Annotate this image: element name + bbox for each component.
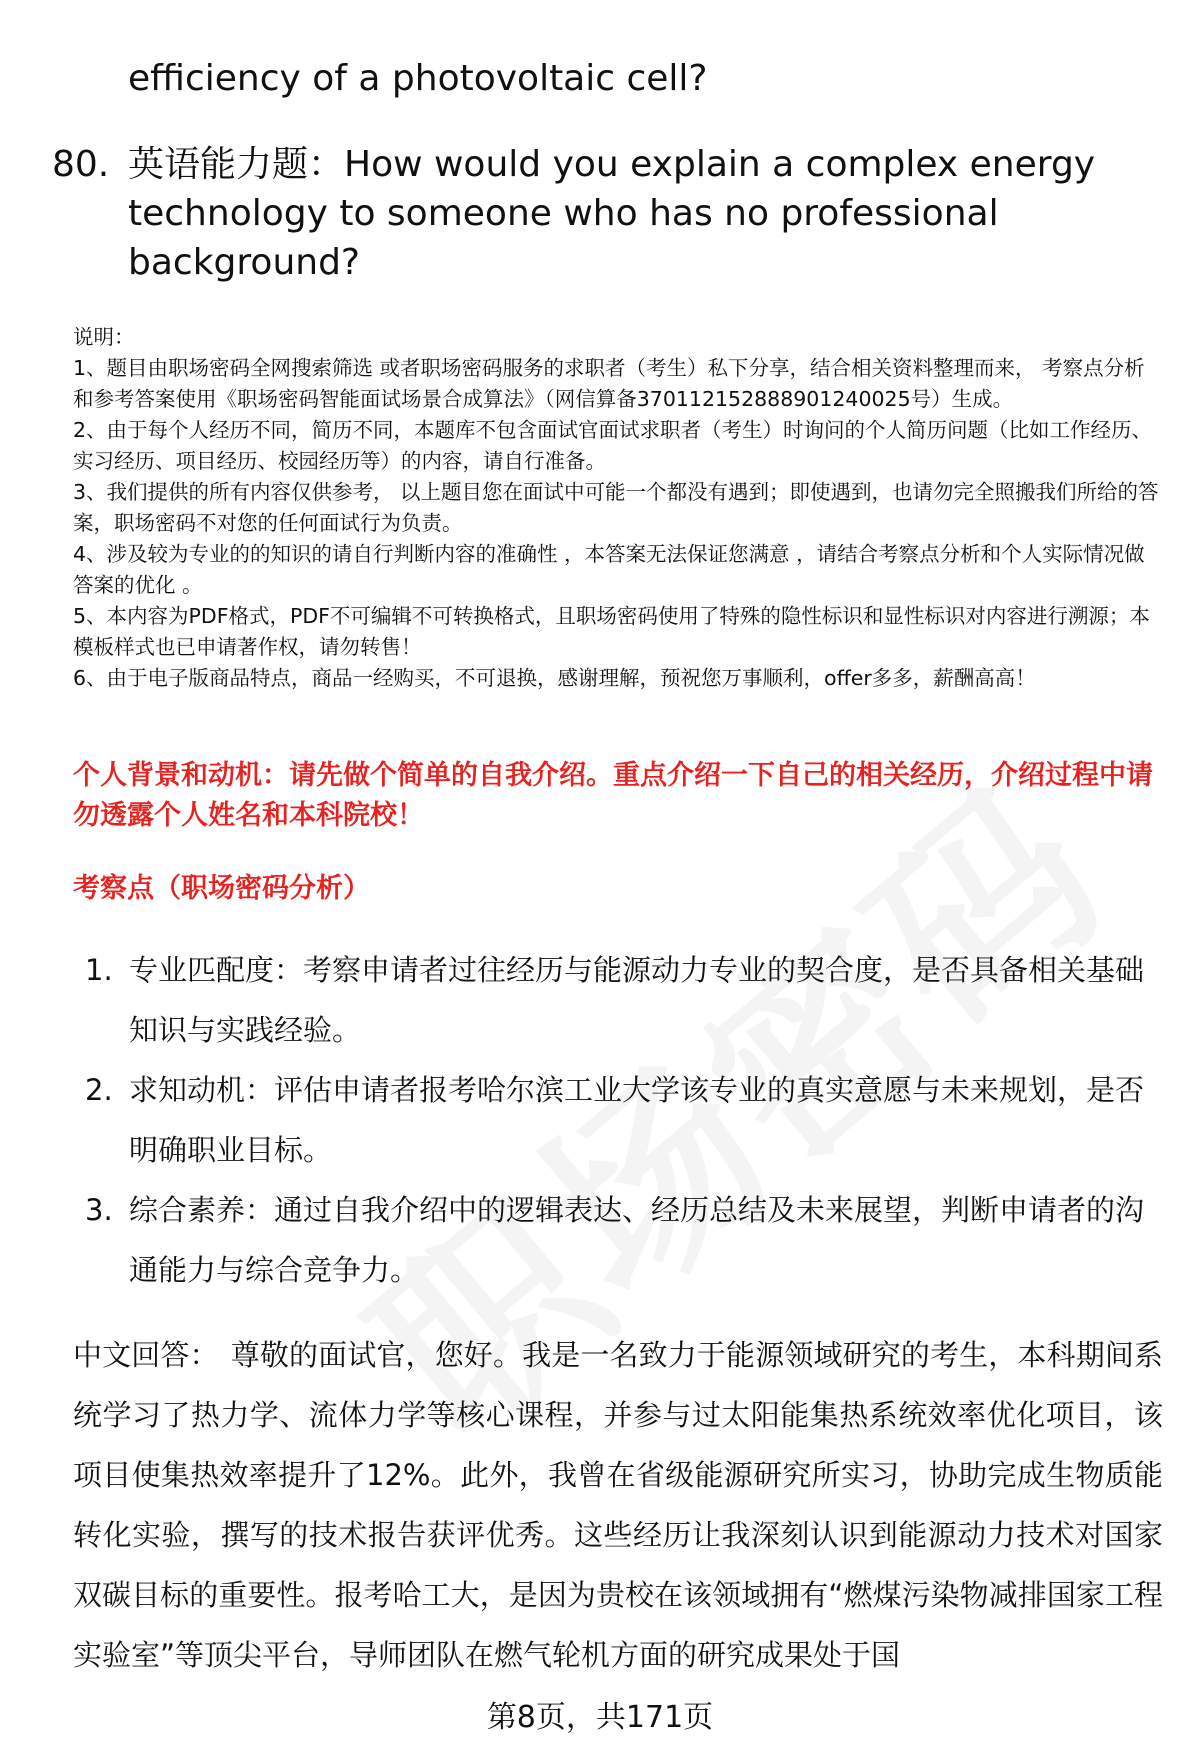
question-80: [52, 140, 1152, 287]
note-item: 1、题目由职场密码全网搜索筛选 或者职场密码服务的求职者（考生）私下分享，结合相关资料整理而来， 考察点分析和参考答案使用《职场密码智能面试场景合成算法》（网信算备370112152888901240025号）生成。: [73, 356, 1145, 411]
analysis-heading: 考察点（职场密码分析）: [73, 873, 370, 904]
point-text: 专业匹配度：考察申请者过往经历与能源动力专业的契合度，是否具备相关基础知识与实践经验。: [129, 953, 1145, 1047]
point-number: 2.: [85, 1073, 113, 1107]
note-item: 3、我们提供的所有内容仅供参考， 以上题目您在面试中可能一个都没有遇到；即使遇到，也请勿完全照搬我们所给的答案，职场密码不对您的任何面试行为负责。: [73, 480, 1159, 535]
point-text: 求知动机：评估申请者报考哈尔滨工业大学该专业的真实意愿与未来规划，是否明确职业目标。: [129, 1073, 1145, 1167]
answer-block: [73, 1325, 1163, 1685]
notes-title: 说明：: [73, 325, 135, 349]
point-text: 综合素养：通过自我介绍中的逻辑表达、经历总结及未来展望，判断申请者的沟通能力与综合竞争力。: [129, 1193, 1145, 1287]
analysis-point: [73, 1060, 1163, 1180]
question-continuation: efficiency of a photovoltaic cell?: [128, 58, 708, 99]
question-heading: 个人背景和动机：请先做个简单的自我介绍。重点介绍一下自己的相关经历，介绍过程中请勿透露个人姓名和本科院校！: [73, 760, 1153, 831]
analysis-point: [73, 940, 1163, 1060]
note-item: 5、本内容为PDF格式，PDF不可编辑不可转换格式，且职场密码使用了特殊的隐性标识和显性标识对内容进行溯源；本模板样式也已申请著作权，请勿转售！: [73, 604, 1150, 659]
answer-text: 尊敬的面试官，您好。我是一名致力于能源领域研究的考生，本科期间系统学习了热力学、流体力学等核心课程，并参与过太阳能集热系统效率优化项目，该项目使集热效率提升了12%。此外，我曾在省级能源研究所实习，协助完成生物质能转化实验，撰写的技术报告获评优秀。这些经历让我深刻认识到能源动力技术对国家双碳目标的重要性。报考哈工大，是因为贵校在该领域拥有“燃煤污染物减排国家工程实验室”等顶尖平台，导师团队在燃气轮机方面的研究成果处于国: [73, 1338, 1163, 1672]
notes-block: [73, 322, 1163, 694]
note-item: 2、由于每个人经历不同，简历不同，本题库不包含面试官面试求职者（考生）时询问的个人简历问题（比如工作经历、实习经历、项目经历、校园经历等）的内容，请自行准备。: [73, 418, 1153, 473]
question-number: 80.: [52, 144, 110, 185]
answer-label: 中文回答：: [73, 1338, 219, 1372]
note-item: 4、涉及较为专业的的知识的请自行判断内容的准确性 ，本答案无法保证您满意 ，请结合考察点分析和个人实际情况做答案的优化 。: [73, 542, 1145, 597]
note-item: 6、由于电子版商品特点，商品一经购买，不可退换，感谢理解，预祝您万事顺利，offer多多，薪酬高高！: [73, 666, 1036, 690]
analysis-point: [73, 1180, 1163, 1300]
analysis-list: [73, 940, 1163, 1300]
point-number: 1.: [85, 953, 113, 987]
point-number: 3.: [85, 1193, 113, 1227]
question-text: 英语能力题：How would you explain a complex energy technology to someone who has no professional background?: [128, 144, 1096, 283]
page-footer: 第8页，共171页: [486, 1700, 714, 1735]
